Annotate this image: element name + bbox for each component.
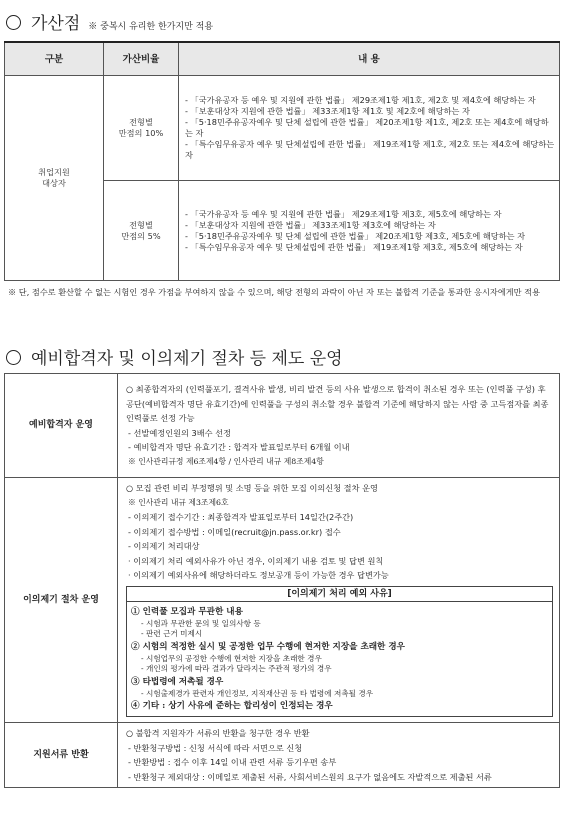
exception-box-title: [이의제기 처리 예외 사유]: [127, 588, 552, 602]
bonus-table: [4, 41, 560, 281]
list-item: - 「보훈대상자 지원에 관한 법률」 제33조제1항 제3호에 해당하는 자: [185, 219, 436, 230]
exception-sub: - 시험출제경가 판련자 개인정보, 지적재산권 등 타 법령에 저촉될 경우: [141, 688, 374, 698]
circle-bullet-icon: [6, 350, 21, 365]
list-item: - 「5·18민주유공자예우 및 단체 설립에 관한 법률」 제20조제1항 제1호, 제2호 또는 제4호에 해당하는 자: [185, 117, 549, 138]
table-header-row: [5, 42, 560, 76]
group-label: 취업지원 대상자: [5, 76, 104, 281]
list-item: - 「특수임무유공자 예우 및 단체설립에 관한 법률」 제19조제1항 제1호, 제2호 또는 제4호에 해당하는 자: [185, 139, 555, 160]
text-line: - 선발예정인원의 3배수 선정: [128, 427, 231, 438]
exception-item: ③ 타법령에 저촉될 경우: [131, 676, 224, 687]
row-label: 지원서류 반환: [5, 723, 118, 788]
exception-sub: - 시험과 무관한 문의 및 일의사항 등: [141, 618, 261, 628]
text-line: - 이의제기 처리대상: [128, 541, 200, 551]
text-line: - 반환청구 제외대상 : 이메일로 제출된 서류, 사회서비스원의 요구가 없음에도 자발적으로 제출된 서류: [128, 771, 492, 782]
procedures-table: [4, 373, 560, 788]
text-line: ○ 불합격 지원자가 서류의 반환을 청구한 경우 반환: [126, 728, 310, 738]
text-line: ○ 최종합격자의 (인력풀포기, 결격사유 발생, 비리 발견 등의 사유 발생으로 합격이 취소된 경우 또는 (인력풀 구성) 후 공단(예비합격자 명단 유효기간)에 인력풀을 구성의 취소할 경우 불합격 기준에 해당하지 않는 사람 중 고득점자를 최종 인력풀로 선정 가능: [126, 384, 549, 423]
text-line: ○ 모집 관련 비리 부정행위 및 소명 등을 위한 모집 이의신청 절차 운영: [126, 483, 378, 493]
row-body: [118, 478, 560, 723]
exception-item: ② 시험의 적정한 실시 및 공정한 업무 수행에 현저한 지장을 초래한 경우: [131, 641, 405, 652]
text-line: - 이의제기 접수방법 : 이메일(recruit@jn.pass.or.kr) 접수: [128, 526, 341, 537]
table-row: [5, 76, 560, 181]
exception-sub: - 판련 근거 미제시: [141, 629, 203, 638]
exception-sub: - 시험업무의 공정한 수행에 현저한 지장을 초래한 경우: [141, 653, 322, 663]
table-row: [5, 374, 560, 478]
text-line: - 이의제기 접수기간 : 최종합격자 발표일로부터 14일간(2주간): [128, 512, 354, 522]
header-category: 구분: [5, 42, 104, 76]
section-title-procedures: [6, 344, 343, 369]
header-ratio: 가산비율: [104, 42, 179, 76]
text-line: ※ 인사관리 내규 제3조제6호: [128, 497, 229, 507]
exception-item: ① 인력풀 모집과 무관한 내용: [131, 606, 243, 617]
text-line: - 예비합격자 명단 유효기간 : 합격자 발표일로부터 6개월 이내: [128, 442, 350, 452]
section-note: ※ 중복시 유리한 한가지만 적용: [88, 22, 214, 32]
content-cell: [179, 181, 560, 281]
exception-box: [126, 586, 553, 718]
row-label: 예비합격자 운영: [5, 374, 118, 478]
content-cell: [179, 76, 560, 181]
table-row: [5, 478, 560, 723]
text-line: - 반환방법 : 접수 이후 14일 이내 관련 서류 등기우편 송부: [128, 757, 337, 767]
ratio-cell: 전형별 만점의 5%: [104, 181, 179, 281]
header-content: 내 용: [179, 42, 560, 76]
exception-sub: - 개인의 평가에 따라 결과가 달라지는 주관적 평가의 경우: [141, 664, 332, 673]
text-line: · 이의제기 처리 예외사유가 아닌 경우, 이의제기 내용 검토 및 답변 원칙: [128, 555, 384, 566]
list-item: - 「보훈대상자 지원에 관한 법률」 제33조제1항 제1호 및 제2호에 해당하는 자: [185, 106, 470, 116]
section-title-bonus: [6, 9, 213, 34]
list-item: - 「5·18민주유공자예우 및 단체 설립에 관한 법률」 제20조제1항 제3호, 제5호에 해당하는 자: [185, 230, 526, 241]
list-item: - 「특수임무유공자 예우 및 단체설립에 관한 법률」 제19조제1항 제3호, 제5호에 해당하는 자: [185, 241, 523, 252]
exception-item: ④ 기타 : 상기 사유에 준하는 합리성이 인정되는 경우: [131, 701, 333, 711]
text-line: · 이의제기 예외사유에 해당하더라도 정보공개 등이 가능한 경우 답변가능: [128, 570, 389, 580]
footnote: ※ 단, 점수로 환산할 수 없는 시험인 경우 가점을 부여하지 않을 수 있으며, 해당 전형의 과락이 아닌 자 또는 불합격 기준을 통과한 응시자에게만 적용: [8, 287, 540, 297]
section-title-text: 가산점: [31, 14, 81, 34]
list-item: - 「국가유공자 등 예우 및 지원에 관한 법률」 제29조제1항 제1호, 제2호 및 제4호에 해당하는 자: [185, 95, 536, 105]
ratio-cell: 전형별 만점의 10%: [104, 76, 179, 181]
table-row: [5, 723, 560, 788]
row-body: [118, 723, 560, 788]
list-item: - 「국가유공자 등 예우 및 지원에 관한 법률」 제29조제1항 제3호, 제5호에 해당하는 자: [185, 208, 502, 219]
circle-bullet-icon: [6, 15, 21, 30]
row-body: [118, 374, 560, 478]
row-label: 이의제기 절차 운영: [5, 478, 118, 723]
text-line: - 반환청구방법 : 신청 서식에 따라 서면으로 신청: [128, 742, 303, 753]
section-title-text: 예비합격자 및 이의제기 절차 등 제도 운영: [31, 349, 343, 369]
text-line: ※ 인사관리규정 제6조제4항 / 인사관리 내규 제8조제4항: [128, 456, 324, 466]
